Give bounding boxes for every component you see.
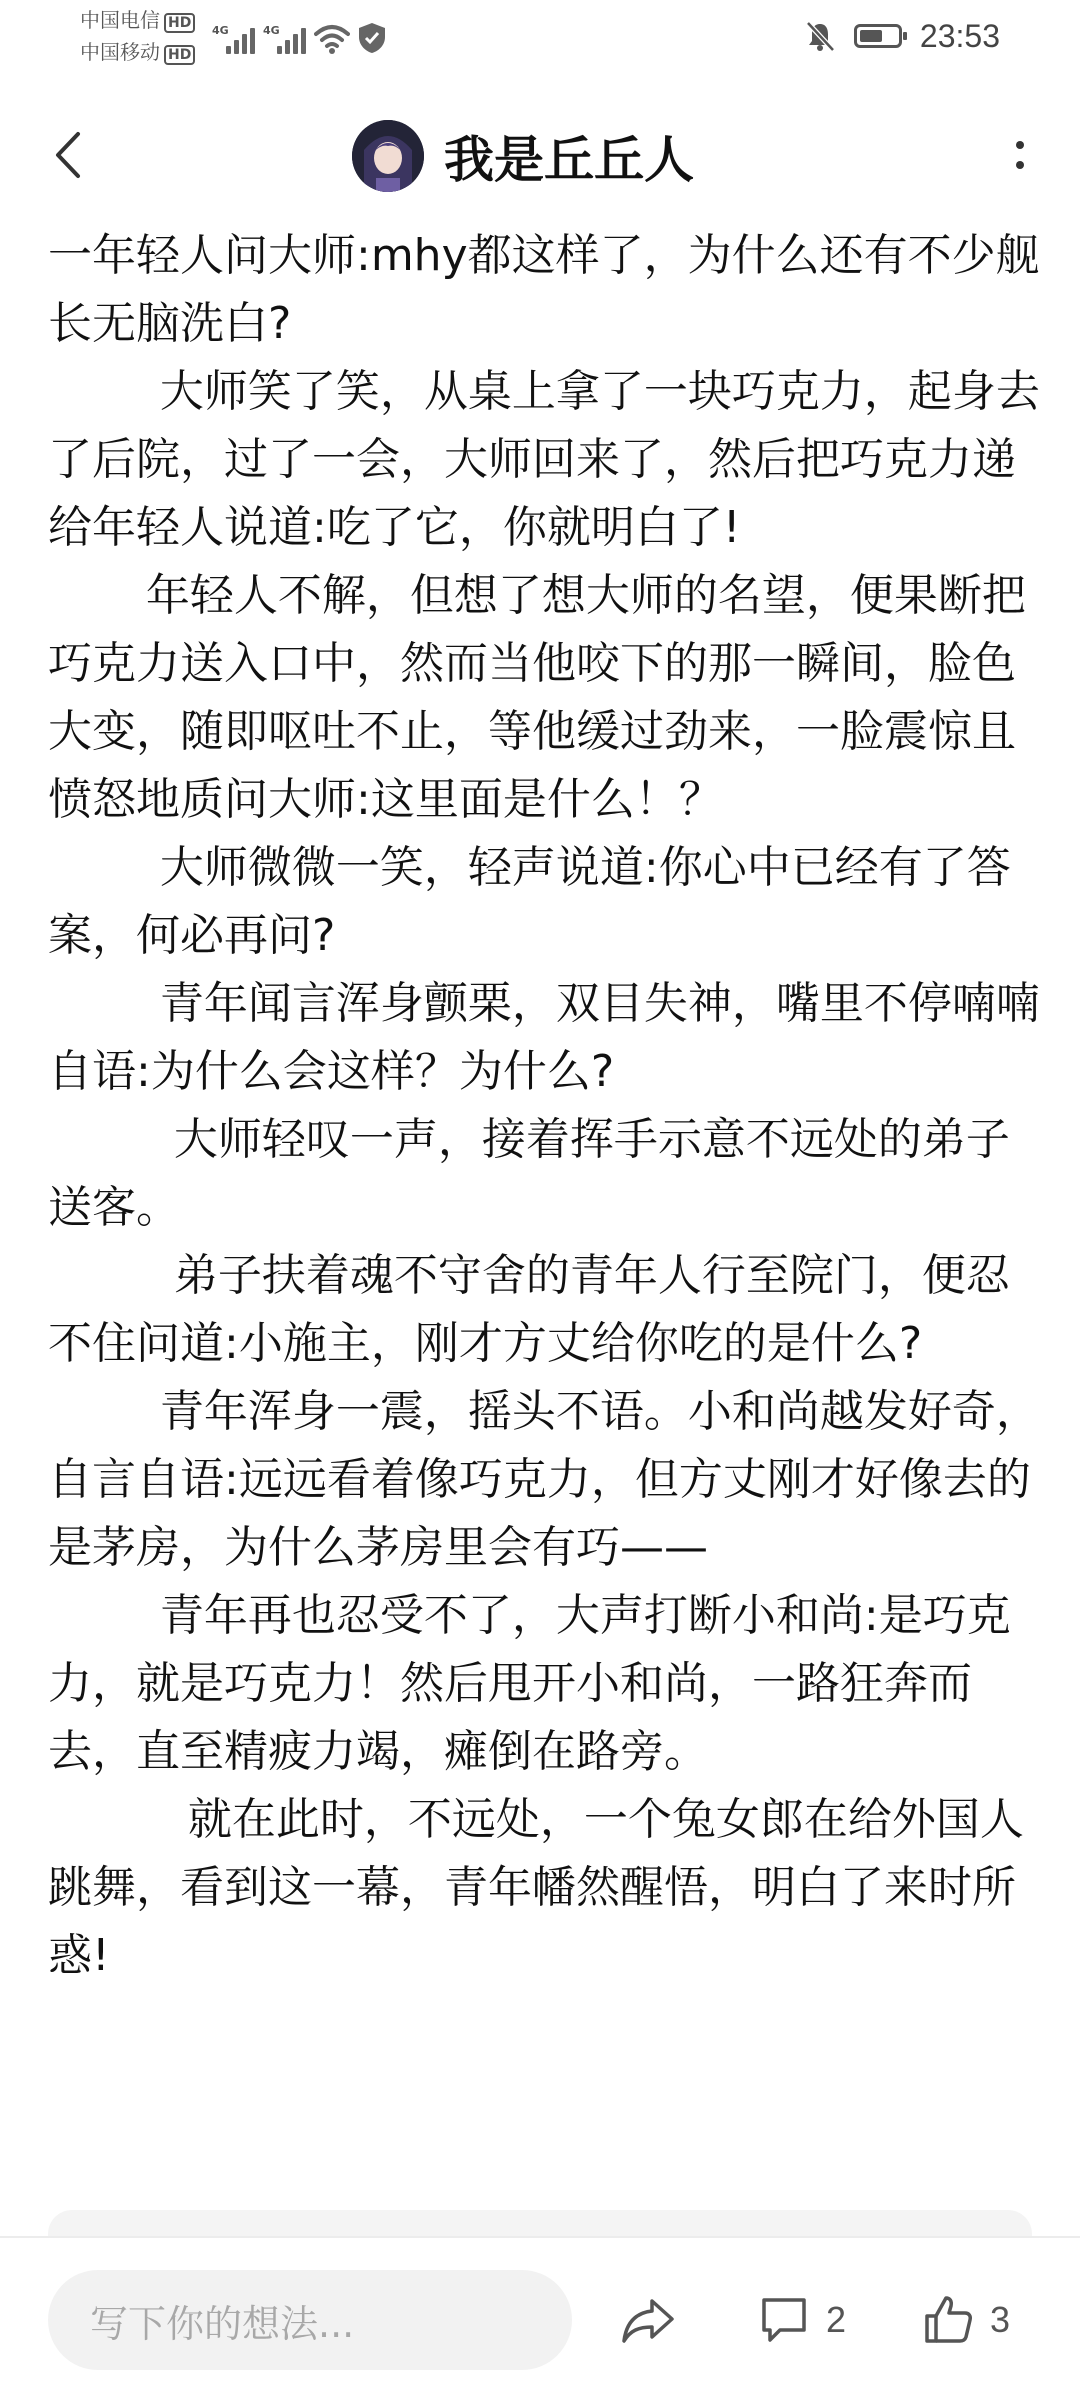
comment-button[interactable] [758,2290,846,2350]
more-vertical-icon [1016,141,1024,169]
paragraph: 大师笑了笑，从桌上拿了一块巧克力，起身去了后院，过了一会，大师回来了，然后把巧克力递给年轻人说道:吃了它，你就明白了! [48,366,1040,553]
network-type-2: 4G [263,24,280,37]
back-button[interactable] [40,125,100,185]
paragraph: 青年浑身一震，摇头不语。小和尚越发好奇，自言自语:远远看着像巧克力，但方丈刚才好像去的是茅房，为什么茅房里会有巧—— [48,1386,1040,1573]
thumbs-up-icon [922,2294,974,2346]
avatar-image [352,120,424,192]
status-right [804,12,1000,60]
bottom-action-bar [0,2236,1080,2402]
signal-2-icon [263,24,306,54]
paragraph: 就在此时，不远处，一个兔女郎在给外国人跳舞，看到这一幕，青年幡然醒悟，明白了来时所惑! [48,1794,1024,1981]
chevron-left-icon [50,130,90,180]
hd-badge-1: HD [164,13,195,33]
comment-input[interactable] [48,2270,572,2370]
battery-icon [854,24,902,48]
top-nav [0,100,1080,210]
comment-input-placeholder: 写下你的想法... [90,2301,355,2346]
shield-icon [358,22,386,54]
share-icon [620,2295,676,2345]
carrier-1 [80,8,195,33]
paragraph: 青年再也忍受不了，大声打断小和尚:是巧克力，就是巧克力！然后甩开小和尚，一路狂奔而去，直至精疲力竭，瘫倒在路旁。 [48,1590,1011,1777]
comment-icon [758,2294,810,2346]
status-time: 23:53 [919,17,1000,54]
carrier-2 [80,40,195,65]
post-content [48,222,1043,1990]
share-button[interactable] [620,2290,676,2350]
network-type-1: 4G [212,24,229,37]
carrier-1-name: 中国电信 [80,8,160,32]
paragraph: 一年轻人问大师:mhy都这样了，为什么还有不少舰长无脑洗白? [48,230,1040,349]
paragraph: 大师微微一笑，轻声说道:你心中已经有了答案，何必再问? [48,842,1011,961]
like-count: 3 [990,2299,1011,2340]
paragraph: 青年闻言浑身颤栗，双目失神，嘴里不停喃喃自语:为什么会这样？为什么? [48,978,1040,1097]
hd-badge-2: HD [164,45,195,65]
status-bar [0,0,1080,80]
battery-fill [860,30,882,42]
more-options-button[interactable] [990,125,1050,185]
author-info[interactable] [352,118,694,194]
signal-1-icon [212,24,255,54]
comment-count: 2 [826,2299,847,2340]
signal-icons [212,18,386,54]
avatar[interactable] [352,120,424,192]
like-button[interactable] [922,2290,1010,2350]
paragraph: 年轻人不解，但想了想大师的名望，便果断把巧克力送入口中，然而当他咬下的那一瞬间，脸色大变，随即呕吐不止，等他缓过劲来，一脸震惊且愤怒地质问大师:这里面是什么！？ [48,570,1026,825]
carrier-2-name: 中国移动 [80,40,160,64]
paragraph: 弟子扶着魂不守舍的青年人行至院门，便忍不住问道:小施主，刚才方丈给你吃的是什么? [48,1250,1010,1369]
bell-off-icon [804,20,836,52]
wifi-icon [314,24,350,54]
page-title: 我是丘丘人 [444,131,694,189]
paragraph: 大师轻叹一声，接着挥手示意不远处的弟子送客。 [48,1114,1010,1233]
